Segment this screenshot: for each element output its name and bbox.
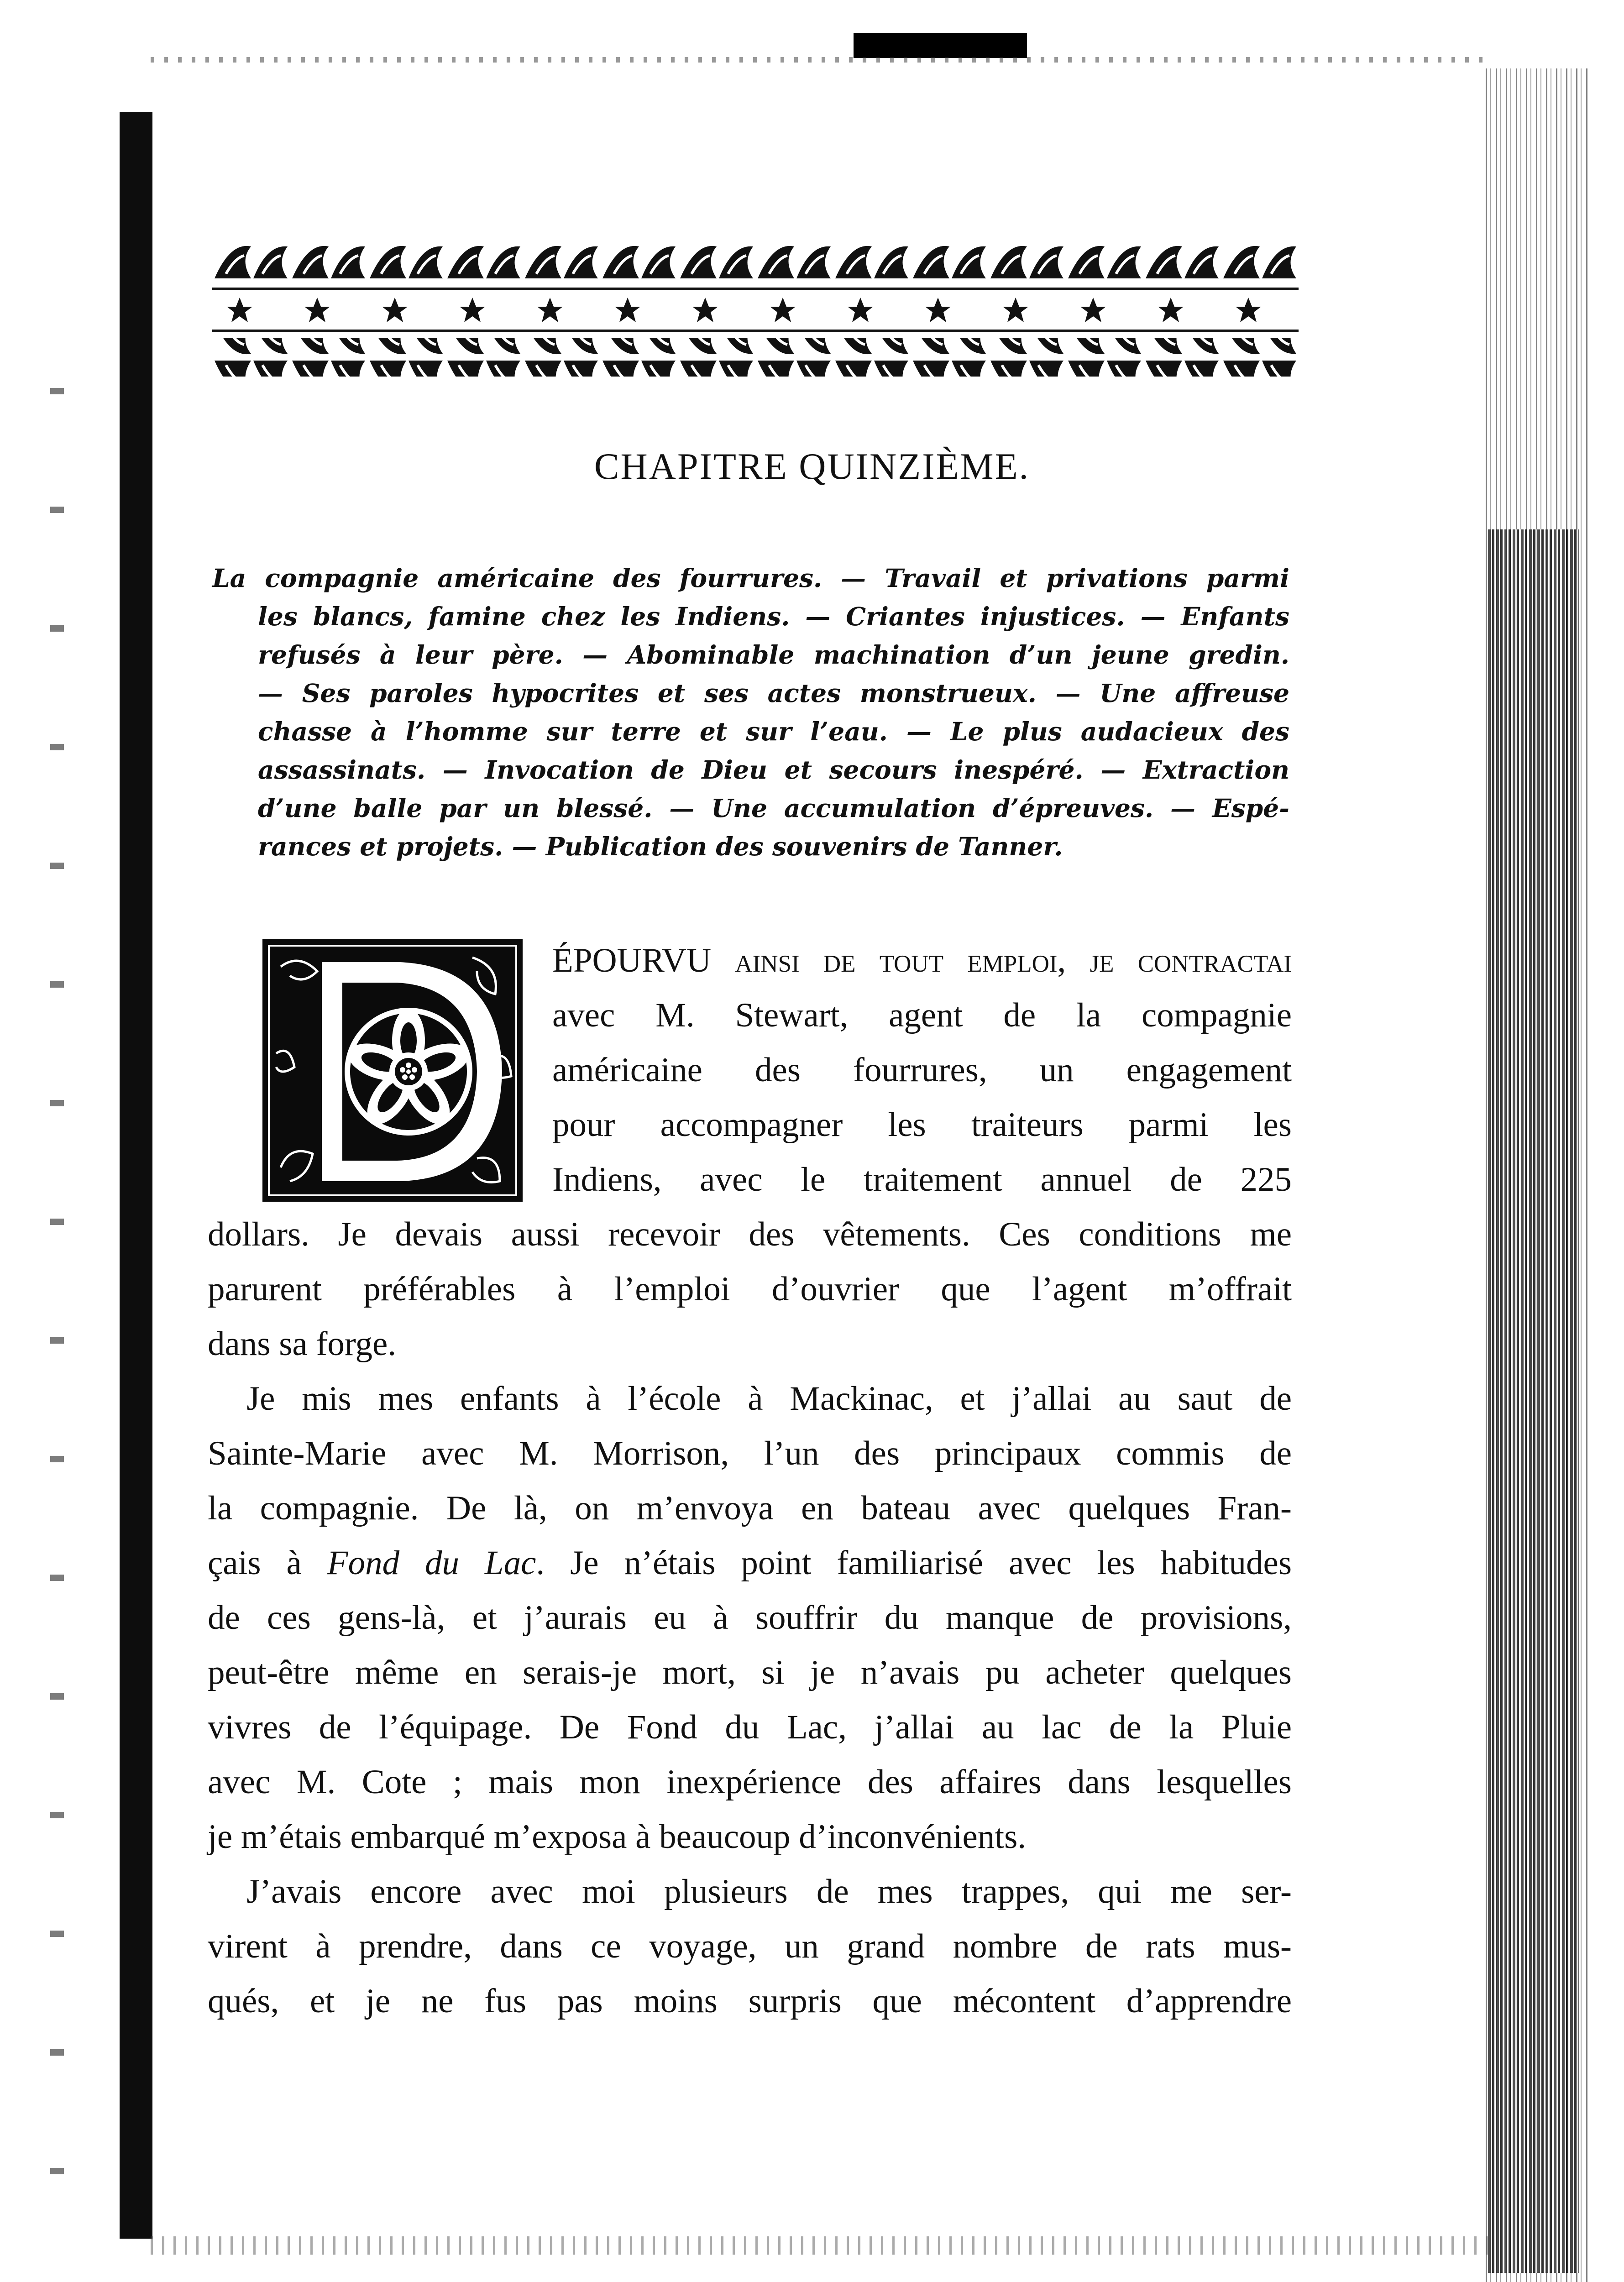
scan-edge-top	[151, 57, 1488, 63]
chapter-summary	[212, 559, 1289, 866]
text-line: dollars. Je devais aussi recevoir des vêtements. Ces conditions me	[208, 1215, 1292, 1253]
text-line: je m’étais embarqué m’exposa à beaucoup d’inconvénients.	[208, 1818, 1027, 1856]
text-fragment: . Je n’étais point familiarisé avec les habitudes	[536, 1544, 1292, 1582]
scan-binding-shadow	[120, 112, 152, 2239]
body-text	[208, 933, 1292, 2029]
text-line: avec M. Stewart, agent de la compagnie	[552, 996, 1292, 1034]
text-line: la compagnie. De là, on m’envoya en bateau avec quelques Fran-	[208, 1489, 1292, 1527]
ornamental-headband	[212, 242, 1299, 379]
scan-edge-right-dark	[1488, 529, 1579, 2273]
text-line: Indiens, avec le traitement annuel de 225	[552, 1161, 1292, 1199]
text-line	[208, 933, 1292, 988]
text-line: vivres de l’équipage. De Fond du Lac, j’allai au lac de la Pluie	[208, 1708, 1292, 1746]
text-line: Je mis mes enfants à l’école à Mackinac, et j’allai au saut de	[246, 1380, 1292, 1418]
summary-line: rances et projets. — Publication des souvenirs de Tanner.	[258, 832, 1063, 861]
text-line-lead: ÉPOURVU ainsi de tout emploi, je contractai	[552, 942, 1292, 979]
scan-specks-left	[50, 388, 64, 2214]
text-line: parurent préférables à l’emploi d’ouvrier que l’agent m’offrait	[208, 1270, 1292, 1308]
text-line: américaine des fourrures, un engagement	[552, 1051, 1292, 1089]
text-fragment: çais à	[208, 1544, 327, 1582]
place-name-italic: Fond du Lac	[327, 1544, 536, 1582]
text-line: pour accompagner les traiteurs parmi les	[552, 1106, 1292, 1144]
text-line: de ces gens-là, et j’aurais eu à souffrir du manque de provisions,	[208, 1599, 1292, 1637]
summary-line: — Ses paroles hypocrites et ses actes monstrueux. — Une affreuse	[258, 678, 1289, 708]
summary-line: La compagnie américaine des fourrures. — Travail et privations parmi	[212, 563, 1289, 593]
text-line: peut-être même en serais-je mort, si je n’avais pu acheter quelques	[208, 1654, 1292, 1691]
scan-edge-bottom	[151, 2236, 1488, 2255]
summary-line: assassinats. — Invocation de Dieu et secours inespéré. — Extraction	[258, 755, 1289, 785]
text-line	[208, 1536, 1292, 1591]
summary-line: d’une balle par un blessé. — Une accumulation d’épreuves. — Espé-	[258, 793, 1289, 823]
summary-line: les blancs, famine chez les Indiens. — Criantes injustices. — Enfants	[258, 602, 1289, 631]
summary-line: chasse à l’homme sur terre et sur l’eau. — Le plus audacieux des	[258, 717, 1289, 746]
scan-mark-top	[854, 33, 1027, 58]
text-line: J’avais encore avec moi plusieurs de mes trappes, qui me ser-	[246, 1873, 1292, 1910]
chapter-title: CHAPITRE QUINZIÈME.	[594, 445, 1030, 487]
text-line: virent à prendre, dans ce voyage, un grand nombre de rats mus-	[208, 1927, 1292, 1965]
text-line: avec M. Cote ; mais mon inexpérience des affaires dans lesquelles	[208, 1763, 1292, 1801]
text-line: Sainte-Marie avec M. Morrison, l’un des principaux commis de	[208, 1434, 1292, 1472]
summary-line: refusés à leur père. — Abominable machination d’un jeune gredin.	[258, 640, 1289, 670]
text-line: dans sa forge.	[208, 1325, 397, 1363]
text-line: qués, et je ne fus pas moins surpris que mécontent d’apprendre	[208, 1982, 1292, 2020]
